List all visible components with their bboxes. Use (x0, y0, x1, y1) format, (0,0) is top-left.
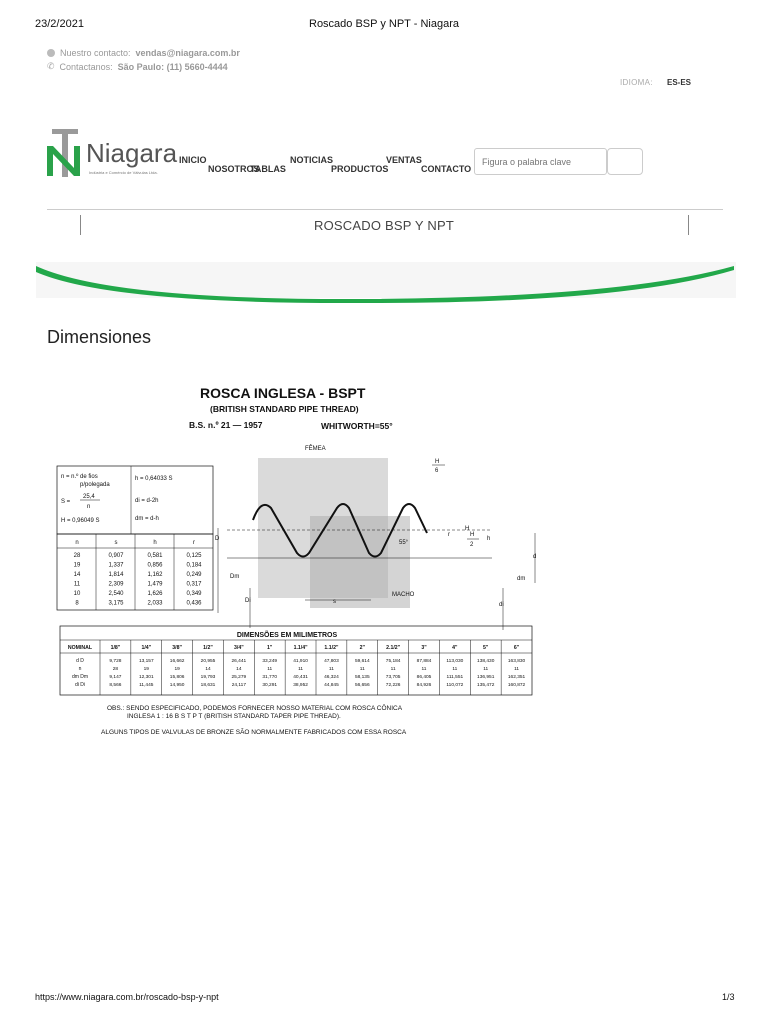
nav-ventas[interactable]: VENTAS (386, 155, 422, 165)
svg-text:r: r (448, 532, 450, 538)
dim-table-cell: 110,072 (446, 683, 464, 688)
dim-table-cell: 13,157 (138, 659, 154, 664)
dim-table-cell: 30,291 (262, 683, 278, 688)
svg-text:Di: Di (245, 598, 251, 604)
dim-table-cell: 11 (390, 667, 396, 672)
dim-table-header: 1/2" (203, 645, 213, 651)
niagara-logo[interactable] (44, 126, 179, 184)
dim-table-cell: 25,279 (231, 675, 247, 680)
dim-table-cell: 47,803 (324, 659, 339, 664)
small-table-cell: 2,033 (147, 600, 163, 607)
svg-text:n: n (87, 504, 91, 510)
dim-table-cell: 135,472 (477, 683, 495, 688)
small-table-cell: 1,479 (147, 581, 163, 588)
small-table-cell: 1,626 (147, 591, 163, 597)
contact-email-row (47, 48, 240, 58)
svg-text:25,4: 25,4 (83, 494, 95, 500)
dim-table-header: 6" (513, 645, 520, 651)
svg-text:dm: dm (517, 576, 526, 582)
dim-table-cell: 160,872 (507, 683, 526, 688)
print-page-number: 1/3 (722, 992, 735, 1002)
svg-text:FÊMEA: FÊMEA (305, 446, 326, 452)
dim-table-cell: 20,955 (200, 659, 216, 664)
dim-table-cell: 12,301 (138, 675, 154, 680)
search-button[interactable] (607, 148, 643, 175)
thread-pitch-table (57, 534, 213, 610)
dim-table-row-label: di Di (74, 682, 86, 688)
dim-table-header: 3" (421, 645, 427, 651)
svg-text:s: s (333, 599, 336, 605)
contact-email-link[interactable]: vendas@niagara.com.br (135, 48, 240, 58)
dim-table-header: 5" (483, 645, 489, 651)
dim-table-cell: 138,430 (477, 659, 495, 664)
small-table-cell: 0,436 (186, 600, 202, 607)
small-table-cell: 0,249 (186, 572, 202, 578)
dim-table-cell: 84,926 (416, 683, 432, 688)
language-label: IDIOMA: (620, 78, 653, 87)
small-table-cell: 0,907 (108, 553, 124, 559)
dim-table-cell: 24,117 (231, 683, 247, 688)
dim-table-cell: 11 (452, 667, 458, 672)
svg-text:H = 0,96049 S: H = 0,96049 S (61, 518, 100, 524)
small-table-cell: 19 (73, 562, 81, 569)
section-heading: Dimensiones (47, 327, 152, 347)
small-table-cell: 10 (73, 591, 81, 597)
dim-table-cell: 15,806 (169, 675, 185, 680)
header-divider (47, 209, 723, 210)
phone-icon: ✆ (47, 61, 55, 71)
dim-table-header: NOMINAL (67, 645, 93, 651)
nav-nosotros[interactable]: NOSOTROS (208, 164, 260, 174)
dim-table-cell: 44,845 (324, 683, 339, 688)
dim-table-cell: 8,566 (109, 683, 122, 688)
svg-text:n = n.º de fios: n = n.º de fios (61, 474, 98, 480)
svg-text:di: di (499, 602, 504, 608)
svg-text:H: H (465, 526, 470, 532)
small-table-cell: 1,162 (147, 572, 163, 578)
dimension-table (60, 626, 532, 695)
dim-table-row-label: n (78, 666, 82, 672)
dim-table-header: 1" (267, 645, 273, 651)
dim-table-cell: 38,952 (293, 683, 308, 688)
svg-text:Dm: Dm (230, 574, 240, 580)
svg-text:H: H (470, 532, 475, 538)
dim-table-cell: 14 (205, 667, 211, 672)
svg-text:p/polegada: p/polegada (80, 482, 110, 488)
dim-table-cell: 59,614 (354, 659, 370, 664)
dim-table-cell: 11 (483, 667, 489, 672)
logo-mark-icon (44, 126, 88, 180)
dim-table-cell: 11 (514, 667, 520, 672)
dim-table-header: 2.1/2" (386, 645, 401, 651)
dim-table-cell: 87,884 (416, 659, 432, 664)
dim-table-cell: 14,950 (169, 683, 185, 688)
drawing-subtitle: (BRITISH STANDARD PIPE THREAD) (210, 404, 359, 414)
small-table-cell: 8 (75, 600, 79, 607)
dim-table-cell: 26,441 (231, 659, 247, 664)
nav-contacto[interactable]: CONTACTO (421, 164, 472, 174)
small-table-cell: 2,309 (108, 581, 124, 588)
dim-table-cell: 11,445 (139, 683, 154, 688)
dim-table-row-label: dm Dm (71, 674, 89, 680)
dim-table-header: 4" (452, 645, 458, 651)
svg-text:6: 6 (435, 468, 439, 474)
dim-table-header: 2" (359, 645, 365, 651)
green-swoosh-decoration (0, 258, 768, 308)
dim-table-cell: 56,656 (354, 683, 370, 688)
svg-text:h = 0,64033 S: h = 0,64033 S (135, 476, 173, 482)
dim-table-cell: 162,351 (507, 675, 526, 680)
print-title: Roscado BSP y NPT - Niagara (309, 18, 459, 30)
svg-text:D: D (215, 536, 220, 542)
dim-table-header: 1.1/2" (324, 645, 339, 651)
small-table-cell: 0,581 (147, 553, 163, 559)
svg-text:S =: S = (61, 499, 71, 505)
dim-table-row-label: d D (76, 658, 84, 664)
dim-table-header: 1.1/4" (293, 645, 308, 651)
dim-table-cell: 46,324 (324, 675, 339, 680)
dim-table-cell: 18,631 (200, 683, 216, 688)
svg-text:s: s (114, 540, 118, 546)
dim-table-cell: 11 (267, 667, 273, 672)
obs-line-2: INGLESA 1 : 16 B S T P T (BRITISH STANDARD TAPER PIPE THREAD). (127, 713, 341, 720)
search-input[interactable] (474, 148, 607, 175)
dim-table-cell: 19,793 (200, 675, 216, 680)
globe-icon (47, 49, 55, 57)
dim-table-cell: 11 (328, 667, 334, 672)
small-table-cell: 0,349 (186, 591, 202, 597)
dim-table-header: 3/8" (172, 645, 182, 651)
svg-text:r: r (193, 540, 195, 546)
drawing-whitworth: WHITWORTH=55° (321, 421, 393, 431)
small-table-cell: 3,175 (108, 600, 124, 607)
dim-table-header: 1/8" (110, 645, 121, 651)
dim-table-cell: 111,551 (446, 675, 464, 680)
dim-table-cell: 33,249 (262, 659, 278, 664)
small-table-cell: 1,337 (108, 562, 124, 569)
svg-text:MACHO: MACHO (392, 592, 415, 598)
obs-line-1: OBS.: SENDO ESPECIFICADO, PODEMOS FORNECER NOSSO MATERIAL COM ROSCA CÔNICA (107, 705, 403, 712)
svg-text:dm = d-h: dm = d-h (135, 516, 159, 522)
svg-text:n: n (75, 540, 79, 546)
small-table-cell: 14 (73, 572, 81, 578)
dim-table-cell: 136,951 (477, 675, 495, 680)
nav-noticias[interactable]: NOTICIAS (290, 155, 334, 165)
dim-table-cell: 14 (236, 667, 242, 672)
svg-text:h: h (487, 536, 491, 542)
small-table-cell: 11 (73, 581, 81, 588)
small-table-cell: 28 (73, 553, 81, 559)
svg-text:2: 2 (470, 542, 474, 548)
dim-table-cell: 163,830 (507, 659, 526, 664)
thread-profile (215, 444, 536, 630)
dim-table-cell: 75,184 (385, 659, 401, 664)
phone-value[interactable]: São Paulo: (11) 5660-4444 (117, 61, 228, 72)
nav-productos[interactable]: PRODUCTOS (331, 164, 389, 174)
contact-label: Nuestro contacto: (60, 48, 131, 58)
dim-table-cell: 16,662 (169, 659, 185, 664)
print-date: 23/2/2021 (35, 18, 84, 30)
dim-table-cell: 19 (174, 667, 180, 672)
formula-box (57, 466, 213, 534)
svg-text:55°: 55° (399, 540, 409, 546)
bspt-technical-drawing (47, 368, 547, 748)
drawing-standard: B.S. n.º 21 — 1957 (189, 420, 263, 430)
print-url: https://www.niagara.com.br/roscado-bsp-y-npt (35, 992, 219, 1002)
svg-text:d: d (533, 554, 537, 560)
dim-table-cell: 11 (298, 667, 304, 672)
svg-text:h: h (153, 540, 157, 546)
dim-table-cell: 9,728 (109, 659, 122, 664)
dim-table-header: 3/4" (234, 645, 244, 651)
nav-tablas[interactable]: TABLAS (250, 164, 286, 174)
small-table-cell: 0,856 (147, 562, 163, 569)
svg-text:di = d-2h: di = d-2h (135, 498, 159, 504)
dim-table-header: 1/4" (141, 645, 152, 651)
small-table-cell: 1,814 (108, 572, 124, 578)
phone-label: Contactanos: (59, 61, 113, 72)
dim-table-cell: 9,147 (109, 675, 122, 680)
language-selector[interactable]: ES-ES (667, 78, 692, 87)
page-title: ROSCADO BSP Y NPT (314, 218, 454, 233)
drawing-title: ROSCA INGLESA - BSPT (200, 385, 366, 401)
dim-table-cell: 11 (359, 667, 365, 672)
dim-table-cell: 28 (112, 667, 119, 672)
dim-table-cell: 113,030 (446, 659, 464, 664)
svg-text:DIMENSÕES EM MILIMETROS: DIMENSÕES EM MILIMETROS (236, 632, 338, 639)
dim-table-cell: 11 (421, 667, 427, 672)
svg-text:H: H (435, 459, 440, 465)
brand-tagline: Indústria e Comércio de Válvulas Ltda. (89, 170, 158, 175)
small-table-cell: 2,540 (108, 591, 124, 597)
obs-line-3: ALGUNS TIPOS DE VALVULAS DE BRONZE SÃO NORMALMENTE FABRICADOS COM ESSA ROSCA (101, 729, 407, 736)
dim-table-cell: 72,226 (385, 683, 401, 688)
dim-table-cell: 73,705 (385, 675, 401, 680)
brand-name: Niagara (86, 138, 178, 168)
dim-table-cell: 58,135 (354, 675, 370, 680)
dim-table-cell: 19 (143, 667, 149, 672)
dim-table-cell: 41,910 (293, 659, 308, 664)
small-table-cell: 0,317 (186, 581, 202, 588)
dim-table-cell: 40,431 (293, 675, 308, 680)
dim-table-cell: 86,405 (416, 675, 432, 680)
small-table-cell: 0,125 (186, 553, 202, 559)
dim-table-cell: 31,770 (262, 675, 278, 680)
contact-phone-row (47, 61, 228, 72)
small-table-cell: 0,184 (186, 562, 202, 569)
nav-inicio[interactable]: INICIO (179, 155, 207, 165)
